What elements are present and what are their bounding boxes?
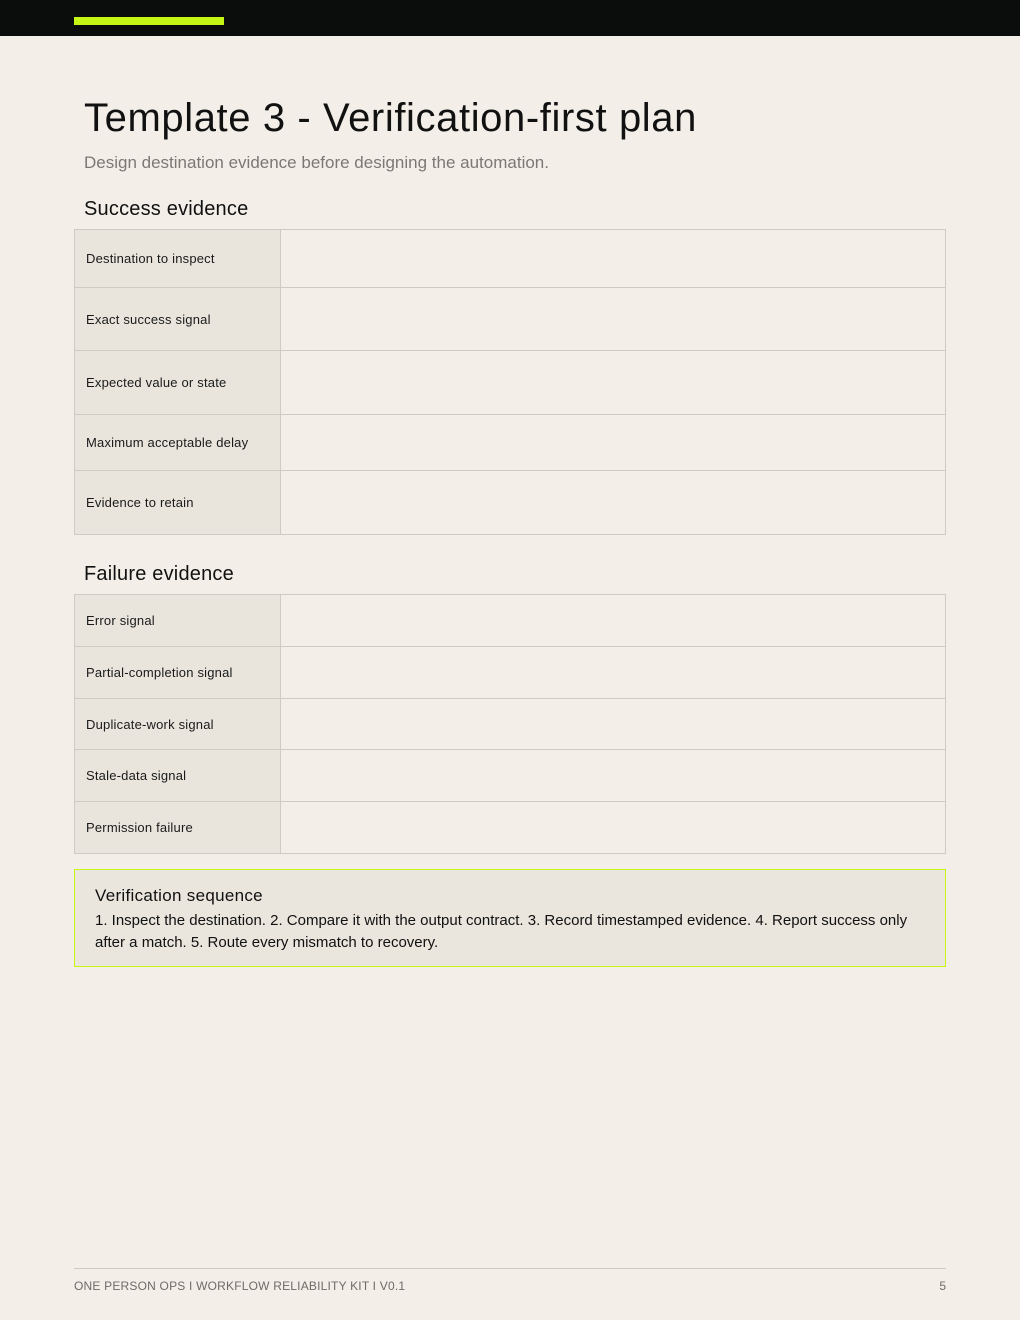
row-label: Stale-data signal xyxy=(75,750,281,802)
top-bar xyxy=(0,0,1020,36)
row-value-field[interactable] xyxy=(281,699,946,750)
footer-text: ONE PERSON OPS I WORKFLOW RELIABILITY KIT I V0.1 xyxy=(74,1279,406,1293)
failure-evidence-heading: Failure evidence xyxy=(84,563,234,585)
page-subtitle: Design destination evidence before designing the automation. xyxy=(84,153,549,172)
row-label: Destination to inspect xyxy=(75,230,281,288)
row-label: Duplicate-work signal xyxy=(75,699,281,750)
table-row xyxy=(75,595,946,647)
page-number: 5 xyxy=(939,1279,946,1293)
verification-sequence-callout xyxy=(74,869,946,967)
row-value-field[interactable] xyxy=(281,288,946,351)
table-row xyxy=(75,230,946,288)
row-value-field[interactable] xyxy=(281,230,946,288)
row-label: Exact success signal xyxy=(75,288,281,351)
row-label: Evidence to retain xyxy=(75,471,281,535)
row-label: Expected value or state xyxy=(75,351,281,415)
callout-title: Verification sequence xyxy=(95,886,263,905)
table-row xyxy=(75,802,946,854)
success-evidence-table xyxy=(74,229,946,535)
row-value-field[interactable] xyxy=(281,647,946,699)
row-value-field[interactable] xyxy=(281,802,946,854)
table-row xyxy=(75,647,946,699)
row-value-field[interactable] xyxy=(281,351,946,415)
row-label: Error signal xyxy=(75,595,281,647)
row-value-field[interactable] xyxy=(281,750,946,802)
row-label: Partial-completion signal xyxy=(75,647,281,699)
row-value-field[interactable] xyxy=(281,595,946,647)
row-label: Permission failure xyxy=(75,802,281,854)
footer-divider xyxy=(74,1268,946,1269)
failure-evidence-table xyxy=(74,594,946,854)
table-row xyxy=(75,288,946,351)
brand-accent-bar xyxy=(74,17,224,25)
row-label: Maximum acceptable delay xyxy=(75,415,281,471)
table-row xyxy=(75,699,946,750)
table-row xyxy=(75,351,946,415)
success-evidence-heading: Success evidence xyxy=(84,198,249,220)
table-row xyxy=(75,750,946,802)
table-row xyxy=(75,471,946,535)
row-value-field[interactable] xyxy=(281,471,946,535)
table-row xyxy=(75,415,946,471)
row-value-field[interactable] xyxy=(281,415,946,471)
callout-body: 1. Inspect the destination. 2. Compare it with the output contract. 3. Record timestamped evidence. 4. Report success only after a match. 5. Route every mismatch to recovery. xyxy=(95,912,908,951)
page-title: Template 3 - Verification-first plan xyxy=(84,96,697,140)
